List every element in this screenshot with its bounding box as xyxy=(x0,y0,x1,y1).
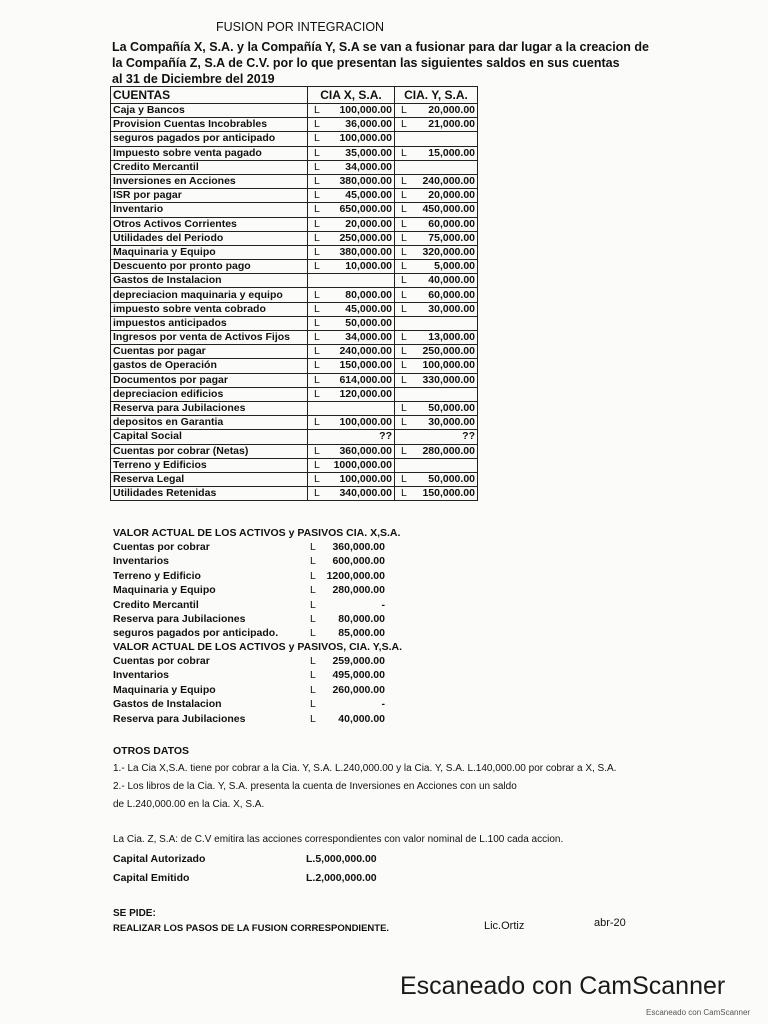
cia-x-cell xyxy=(308,174,395,188)
currency-symbol: L xyxy=(401,345,407,358)
currency-symbol: L xyxy=(314,260,320,273)
table-row xyxy=(111,118,478,132)
account-name-cell: ISR por pagar xyxy=(111,189,308,203)
currency-symbol: L xyxy=(401,331,407,344)
currency-symbol: L xyxy=(401,175,407,188)
cia-y-cell xyxy=(395,174,478,188)
account-name-cell: Inversiones en Acciones xyxy=(111,174,308,188)
amount-value: 40,000.00 xyxy=(428,274,475,287)
amount-value: 360,000.00 xyxy=(339,444,392,457)
account-name-cell: Reserva Legal xyxy=(111,472,308,486)
table-row xyxy=(111,174,478,188)
valor-amount: - xyxy=(381,698,385,711)
table-row xyxy=(111,331,478,345)
table-row xyxy=(111,387,478,401)
cia-x-cell xyxy=(308,472,395,486)
currency-symbol: L xyxy=(401,359,407,372)
table-row xyxy=(111,160,478,174)
currency-symbol: L xyxy=(310,555,316,568)
amount-value: 30,000.00 xyxy=(428,416,475,429)
valor-label: Cuentas por cobrar xyxy=(113,541,210,553)
amount-value: 240,000.00 xyxy=(422,175,475,188)
cia-y-cell xyxy=(395,331,478,345)
currency-symbol: L xyxy=(314,487,320,500)
table-row xyxy=(111,430,478,444)
cia-x-cell xyxy=(308,203,395,217)
currency-symbol: L xyxy=(314,189,320,202)
header-cia-y: CIA. Y, S.A. xyxy=(395,87,478,104)
intro-line: al 31 de Diciembre del 2019 xyxy=(112,72,275,86)
valor-amount: 1200,000.00 xyxy=(326,569,385,582)
cia-x-cell xyxy=(308,401,395,415)
valor-label: Reserva para Jubilaciones xyxy=(113,712,246,725)
cia-y-cell xyxy=(395,401,478,415)
table-row xyxy=(111,203,478,217)
currency-symbol: L xyxy=(310,712,316,725)
amount-value: 100,000.00 xyxy=(339,104,392,117)
table-row xyxy=(111,104,478,118)
account-name-cell: Descuento por pronto pago xyxy=(111,260,308,274)
header-cia-x: CIA X, S.A. xyxy=(308,87,395,104)
valor-label: Maquinaria y Equipo xyxy=(113,584,216,597)
valor-row xyxy=(113,613,413,627)
intro-paragraph xyxy=(112,39,672,87)
cia-y-cell xyxy=(395,203,478,217)
currency-symbol: L xyxy=(314,288,320,301)
table-row xyxy=(111,373,478,387)
valor-label: Gastos de Instalacion xyxy=(113,698,222,711)
table-row xyxy=(111,458,478,472)
valor-label: seguros pagados por anticipado. xyxy=(113,627,279,640)
cia-x-cell xyxy=(308,231,395,245)
amount-value: 150,000.00 xyxy=(339,359,392,372)
amount-value: 450,000.00 xyxy=(422,203,475,216)
currency-symbol: L xyxy=(401,203,407,216)
se-pide-title: SE PIDE: xyxy=(113,908,156,919)
amount-value: 80,000.00 xyxy=(345,288,392,301)
table-row xyxy=(111,416,478,430)
currency-symbol: L xyxy=(310,569,316,582)
currency-symbol: L xyxy=(314,203,320,216)
cia-x-cell xyxy=(308,430,395,444)
amount-value: 280,000.00 xyxy=(422,444,475,457)
cia-y-cell xyxy=(395,316,478,330)
account-name-cell: Reserva para Jubilaciones xyxy=(111,401,308,415)
currency-symbol: L xyxy=(401,402,407,415)
table-row xyxy=(111,345,478,359)
cia-y-cell xyxy=(395,274,478,288)
cia-x-cell xyxy=(308,302,395,316)
amount-value: 15,000.00 xyxy=(428,146,475,159)
currency-symbol: L xyxy=(401,245,407,258)
currency-symbol: L xyxy=(314,132,320,145)
amount-value: 330,000.00 xyxy=(422,373,475,386)
cia-x-cell xyxy=(308,217,395,231)
amount-value: 45,000.00 xyxy=(345,189,392,202)
account-name-cell: seguros pagados por anticipado xyxy=(111,132,308,146)
cia-x-cell xyxy=(308,444,395,458)
camscanner-small-watermark: Escaneado con CamScanner xyxy=(646,1008,751,1017)
amount-value: 50,000.00 xyxy=(428,472,475,485)
amount-value: 5,000.00 xyxy=(434,260,475,273)
table-row xyxy=(111,260,478,274)
account-name-cell: depreciacion edificios xyxy=(111,387,308,401)
currency-symbol: L xyxy=(314,331,320,344)
amount-value: 60,000.00 xyxy=(428,288,475,301)
cia-y-cell xyxy=(395,487,478,501)
account-name-cell: impuesto sobre venta cobrado xyxy=(111,302,308,316)
currency-symbol: L xyxy=(310,613,316,625)
cia-y-cell xyxy=(395,146,478,160)
otros-line-2b: de L.240,000.00 en la Cia. X, S.A. xyxy=(113,799,265,810)
amount-value: 100,000.00 xyxy=(339,472,392,485)
valor-amount: 360,000.00 xyxy=(332,541,385,553)
account-name-cell: impuestos anticipados xyxy=(111,316,308,330)
amount-value: 36,000.00 xyxy=(345,118,392,131)
cia-x-cell xyxy=(308,316,395,330)
table-row xyxy=(111,487,478,501)
currency-symbol: L xyxy=(401,302,407,315)
capital-autorizado-label: Capital Autorizado xyxy=(113,853,206,865)
valor-label: Inventarios xyxy=(113,669,170,682)
currency-symbol: L xyxy=(310,541,316,553)
cia-x-cell xyxy=(308,359,395,373)
table-row xyxy=(111,274,478,288)
amount-value: 50,000.00 xyxy=(428,402,475,415)
currency-symbol: L xyxy=(310,584,316,597)
amount-value: 60,000.00 xyxy=(428,217,475,230)
table-row xyxy=(111,401,478,415)
table-row xyxy=(111,288,478,302)
account-name-cell: Cuentas por pagar xyxy=(111,345,308,359)
cia-y-cell xyxy=(395,132,478,146)
cia-x-cell xyxy=(308,458,395,472)
amount-value: 34,000.00 xyxy=(345,331,392,344)
currency-symbol: L xyxy=(310,669,316,682)
valor-row xyxy=(113,570,413,584)
document-date: abr-20 xyxy=(594,917,626,929)
amount-value: 1000,000.00 xyxy=(333,458,392,471)
currency-symbol: L xyxy=(314,373,320,386)
cia-y-cell xyxy=(395,217,478,231)
table-row xyxy=(111,146,478,160)
table-row xyxy=(111,245,478,259)
currency-symbol: L xyxy=(401,189,407,202)
amount-value: 30,000.00 xyxy=(428,302,475,315)
valor-label: Cuentas por cobrar xyxy=(113,655,210,667)
cia-x-cell xyxy=(308,288,395,302)
amount-value: 250,000.00 xyxy=(339,231,392,244)
otros-line-2a: 2.- Los libros de la Cia. Y, S.A. presenta la cuenta de Inversiones en Acciones con un saldo xyxy=(113,781,517,792)
valor-amount: 85,000.00 xyxy=(338,627,385,640)
table-row xyxy=(111,217,478,231)
cia-x-cell xyxy=(308,189,395,203)
currency-symbol: L xyxy=(314,345,320,358)
amount-value: 650,000.00 xyxy=(339,203,392,216)
currency-symbol: L xyxy=(314,104,320,117)
amount-value: 21,000.00 xyxy=(428,118,475,131)
capital-emitido-row xyxy=(113,872,413,884)
cia-y-cell xyxy=(395,416,478,430)
valor-label: Reserva para Jubilaciones xyxy=(113,613,246,625)
cia-y-cell xyxy=(395,359,478,373)
otros-datos-title: OTROS DATOS xyxy=(113,745,190,757)
currency-symbol: L xyxy=(310,683,316,696)
valor-amount: 280,000.00 xyxy=(332,584,385,597)
currency-symbol: L xyxy=(314,175,320,188)
currency-symbol: L xyxy=(401,118,407,131)
cia-y-cell xyxy=(395,104,478,118)
valor-row xyxy=(113,655,413,669)
currency-symbol: L xyxy=(314,160,320,173)
valor-label: Terreno y Edificio xyxy=(113,569,201,582)
cia-y-cell xyxy=(395,444,478,458)
account-name-cell: Gastos de Instalacion xyxy=(111,274,308,288)
cia-x-cell xyxy=(308,160,395,174)
valor-row xyxy=(113,713,413,727)
valor-amount: - xyxy=(381,598,385,611)
valor-amount: 600,000.00 xyxy=(332,555,385,568)
cia-x-cell xyxy=(308,373,395,387)
currency-symbol: L xyxy=(401,444,407,457)
amount-value: 20,000.00 xyxy=(428,189,475,202)
account-name-cell: Ingresos por venta de Activos Fijos xyxy=(111,331,308,345)
currency-symbol: L xyxy=(314,472,320,485)
valor-amount: 259,000.00 xyxy=(332,655,385,667)
account-name-cell: Impuesto sobre venta pagado xyxy=(111,146,308,160)
valor-x-title: VALOR ACTUAL DE LOS ACTIVOS y PASIVOS CIA. X,S.A. xyxy=(113,527,401,539)
valor-amount: 80,000.00 xyxy=(338,613,385,625)
cia-y-cell xyxy=(395,345,478,359)
currency-symbol: L xyxy=(314,387,320,400)
se-pide-text: REALIZAR LOS PASOS DE LA FUSION CORRESPONDIENTE. xyxy=(113,923,390,934)
amount-value: 320,000.00 xyxy=(422,245,475,258)
account-name-cell: Cuentas por cobrar (Netas) xyxy=(111,444,308,458)
cia-y-cell xyxy=(395,430,478,444)
cia-x-cell xyxy=(308,260,395,274)
account-name-cell: Capital Social xyxy=(111,430,308,444)
valor-row xyxy=(113,541,413,555)
valor-label: Maquinaria y Equipo xyxy=(113,683,216,696)
account-name-cell: Otros Activos Corrientes xyxy=(111,217,308,231)
currency-symbol: L xyxy=(310,698,316,711)
valor-row xyxy=(113,698,413,712)
currency-symbol: L xyxy=(401,146,407,159)
account-name-cell: depositos en Garantia xyxy=(111,416,308,430)
currency-symbol: L xyxy=(310,655,316,667)
currency-symbol: L xyxy=(314,217,320,230)
cia-x-cell xyxy=(308,345,395,359)
amount-value: 614,000.00 xyxy=(339,373,392,386)
currency-symbol: L xyxy=(401,274,407,287)
cia-y-cell xyxy=(395,189,478,203)
capital-emitido-value: L.2,000,000.00 xyxy=(306,872,377,884)
cia-x-cell xyxy=(308,274,395,288)
account-name-cell: Utilidades del Periodo xyxy=(111,231,308,245)
currency-symbol: L xyxy=(314,146,320,159)
otros-line-3: La Cia. Z, S.A: de C.V emitira las acciones correspondientes con valor nominal de L.100 cada accion. xyxy=(113,834,564,845)
valor-row xyxy=(113,584,413,598)
valor-amount: 260,000.00 xyxy=(332,683,385,696)
cia-y-cell xyxy=(395,118,478,132)
cia-y-cell xyxy=(395,302,478,316)
account-name-cell: Documentos por pagar xyxy=(111,373,308,387)
valor-row xyxy=(113,599,413,613)
amount-value: 13,000.00 xyxy=(428,331,475,344)
cia-y-cell xyxy=(395,288,478,302)
valor-y-title: VALOR ACTUAL DE LOS ACTIVOS y PASIVOS, CIA. Y,S.A. xyxy=(113,641,402,653)
cia-y-cell xyxy=(395,458,478,472)
table-row xyxy=(111,316,478,330)
otros-line-1: 1.- La Cia X,S.A. tiene por cobrar a la Cia. Y, S.A. L.240,000.00 y la Cia. Y, S.A. L.140,000.00 por cobrar a X, S.A. xyxy=(113,763,617,774)
amount-value: 120,000.00 xyxy=(339,387,392,400)
cia-y-cell xyxy=(395,231,478,245)
amount-value: 34,000.00 xyxy=(345,160,392,173)
cia-x-cell xyxy=(308,146,395,160)
amount-value: ?? xyxy=(379,430,392,443)
currency-symbol: L xyxy=(401,288,407,301)
currency-symbol: L xyxy=(314,118,320,131)
capital-emitido-label: Capital Emitido xyxy=(113,872,190,884)
currency-symbol: L xyxy=(314,416,320,429)
amount-value: 35,000.00 xyxy=(345,146,392,159)
capital-autorizado-row xyxy=(113,853,413,865)
cia-y-cell xyxy=(395,160,478,174)
currency-symbol: L xyxy=(401,104,407,117)
table-row xyxy=(111,231,478,245)
amount-value: 75,000.00 xyxy=(428,231,475,244)
valor-label: Inventarios xyxy=(113,555,170,568)
cia-y-cell xyxy=(395,245,478,259)
account-name-cell: Terreno y Edificios xyxy=(111,458,308,472)
cia-x-cell xyxy=(308,487,395,501)
currency-symbol: L xyxy=(314,245,320,258)
amount-value: 100,000.00 xyxy=(339,132,392,145)
amount-value: 100,000.00 xyxy=(339,416,392,429)
intro-line: la Compañía Z, S.A de C.V. por lo que presentan las siguientes saldos en sus cuentas xyxy=(112,56,620,70)
currency-symbol: L xyxy=(401,260,407,273)
cia-y-cell xyxy=(395,260,478,274)
intro-line: La Compañía X, S.A. y la Compañía Y, S.A se van a fusionar para dar lugar a la creacion de xyxy=(112,40,649,54)
currency-symbol: L xyxy=(401,231,407,244)
cia-x-cell xyxy=(308,104,395,118)
amount-value: 380,000.00 xyxy=(339,175,392,188)
currency-symbol: L xyxy=(314,458,320,471)
account-name-cell: Provision Cuentas Incobrables xyxy=(111,118,308,132)
accounts-table-body xyxy=(111,104,478,501)
amount-value: 50,000.00 xyxy=(345,316,392,329)
table-row xyxy=(111,444,478,458)
amount-value: 240,000.00 xyxy=(339,345,392,358)
cia-x-cell xyxy=(308,416,395,430)
amount-value: 20,000.00 xyxy=(428,104,475,117)
cia-y-cell xyxy=(395,373,478,387)
currency-symbol: L xyxy=(310,627,316,640)
account-name-cell: gastos de Operación xyxy=(111,359,308,373)
capital-autorizado-value: L.5,000,000.00 xyxy=(306,853,377,865)
table-row xyxy=(111,359,478,373)
accounts-table xyxy=(110,86,478,501)
valor-amount: 40,000.00 xyxy=(338,712,385,725)
currency-symbol: L xyxy=(310,598,316,611)
cia-x-cell xyxy=(308,331,395,345)
table-row xyxy=(111,472,478,486)
account-name-cell: Maquinaria y Equipo xyxy=(111,245,308,259)
valor-row xyxy=(113,627,413,641)
table-row xyxy=(111,189,478,203)
table-header-row xyxy=(111,87,478,104)
amount-value: 340,000.00 xyxy=(339,487,392,500)
author-name: Lic.Ortiz xyxy=(484,920,525,932)
account-name-cell: Caja y Bancos xyxy=(111,104,308,118)
valor-amount: 495,000.00 xyxy=(332,669,385,682)
currency-symbol: L xyxy=(401,472,407,485)
currency-symbol: L xyxy=(401,217,407,230)
header-cuentas: CUENTAS xyxy=(111,87,308,104)
valor-row xyxy=(113,684,413,698)
cia-x-cell xyxy=(308,387,395,401)
currency-symbol: L xyxy=(314,302,320,315)
amount-value: ?? xyxy=(462,430,475,443)
amount-value: 150,000.00 xyxy=(422,487,475,500)
cia-x-cell xyxy=(308,132,395,146)
cia-y-cell xyxy=(395,387,478,401)
amount-value: 45,000.00 xyxy=(345,302,392,315)
account-name-cell: Credito Mercantil xyxy=(111,160,308,174)
cia-x-cell xyxy=(308,118,395,132)
valor-row xyxy=(113,669,413,683)
valor-label: Credito Mercantil xyxy=(113,598,199,611)
table-row xyxy=(111,132,478,146)
amount-value: 10,000.00 xyxy=(345,260,392,273)
currency-symbol: L xyxy=(401,373,407,386)
valor-row xyxy=(113,555,413,569)
cia-x-cell xyxy=(308,245,395,259)
amount-value: 380,000.00 xyxy=(339,245,392,258)
account-name-cell: Utilidades Retenidas xyxy=(111,487,308,501)
amount-value: 100,000.00 xyxy=(422,359,475,372)
amount-value: 250,000.00 xyxy=(422,345,475,358)
camscanner-watermark: Escaneado con CamScanner xyxy=(400,972,726,1000)
currency-symbol: L xyxy=(401,416,407,429)
currency-symbol: L xyxy=(314,444,320,457)
currency-symbol: L xyxy=(314,316,320,329)
currency-symbol: L xyxy=(314,231,320,244)
currency-symbol: L xyxy=(401,487,407,500)
account-name-cell: Inventario xyxy=(111,203,308,217)
cia-y-cell xyxy=(395,472,478,486)
amount-value: 20,000.00 xyxy=(345,217,392,230)
currency-symbol: L xyxy=(314,359,320,372)
document-title: FUSION POR INTEGRACION xyxy=(216,20,385,34)
account-name-cell: depreciacion maquinaria y equipo xyxy=(111,288,308,302)
table-row xyxy=(111,302,478,316)
